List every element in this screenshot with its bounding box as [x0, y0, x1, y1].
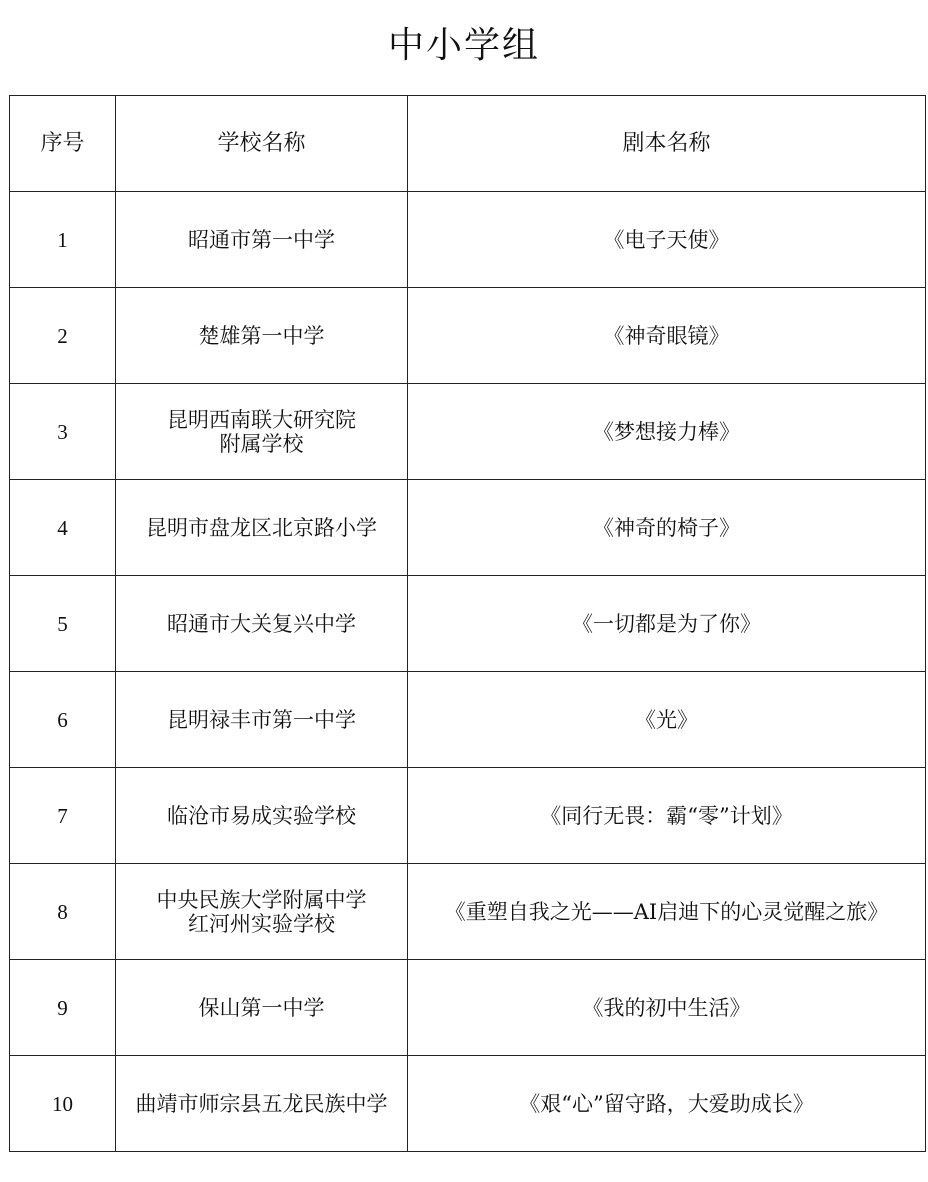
- school-name-line: 昭通市第一中学: [188, 227, 335, 252]
- table-row: [10, 480, 926, 576]
- school-name-line: 昆明市盘龙区北京路小学: [146, 515, 377, 540]
- table-row: [10, 864, 926, 960]
- school-name-line: 昆明禄丰市第一中学: [167, 707, 356, 732]
- row-index: 6: [10, 672, 116, 768]
- school-name-line: 中央民族大学附属中学: [156, 887, 367, 912]
- school-name-cell: [116, 384, 408, 480]
- script-name-cell: 《神奇眼镜》: [408, 288, 926, 384]
- script-name-cell: 《一切都是为了你》: [408, 576, 926, 672]
- table-row: [10, 384, 926, 480]
- script-name-cell: 《神奇的椅子》: [408, 480, 926, 576]
- row-index: 9: [10, 960, 116, 1056]
- script-name-cell: 《重塑自我之光——AI启迪下的心灵觉醒之旅》: [408, 864, 926, 960]
- page-title: 中小学组: [387, 25, 540, 66]
- script-name-cell: 《电子天使》: [408, 192, 926, 288]
- row-index: 5: [10, 576, 116, 672]
- header-index: 序号: [10, 96, 116, 192]
- row-index: 7: [10, 768, 116, 864]
- school-name-line: 曲靖市师宗县五龙民族中学: [135, 1091, 388, 1116]
- script-name-cell: 《同行无畏：霸“零”计划》: [408, 768, 926, 864]
- school-name-line: 红河州实验学校: [188, 911, 335, 936]
- school-name-cell: [116, 672, 408, 768]
- table-row: [10, 1056, 926, 1152]
- row-index: 8: [10, 864, 116, 960]
- school-name-line: 昭通市大关复兴中学: [167, 611, 356, 636]
- schools-table: [9, 95, 926, 1152]
- row-index: 10: [10, 1056, 116, 1152]
- row-index: 1: [10, 192, 116, 288]
- row-index: 2: [10, 288, 116, 384]
- script-name-cell: 《我的初中生活》: [408, 960, 926, 1056]
- table-row: [10, 576, 926, 672]
- header-script-name: 剧本名称: [408, 96, 926, 192]
- school-name-line: 昆明西南联大研究院: [167, 407, 356, 432]
- script-name-cell: 《艰“心”留守路，大爱助成长》: [408, 1056, 926, 1152]
- school-name-cell: [116, 480, 408, 576]
- school-name-cell: [116, 864, 408, 960]
- school-name-line: 附属学校: [219, 431, 304, 456]
- header-school-name: 学校名称: [116, 96, 408, 192]
- school-name-line: 楚雄第一中学: [198, 323, 325, 348]
- school-name-cell: [116, 192, 408, 288]
- table-row: [10, 960, 926, 1056]
- row-index: 4: [10, 480, 116, 576]
- school-name-line: 临沧市易成实验学校: [167, 803, 356, 828]
- table-row: [10, 192, 926, 288]
- school-name-line: 保山第一中学: [198, 995, 325, 1020]
- script-name-cell: 《梦想接力棒》: [408, 384, 926, 480]
- school-name-cell: [116, 960, 408, 1056]
- school-name-cell: [116, 1056, 408, 1152]
- table-row: [10, 672, 926, 768]
- school-name-cell: [116, 288, 408, 384]
- table-header-row: [10, 96, 926, 192]
- school-name-cell: [116, 576, 408, 672]
- table-row: [10, 288, 926, 384]
- row-index: 3: [10, 384, 116, 480]
- script-name-cell: 《光》: [408, 672, 926, 768]
- school-name-cell: [116, 768, 408, 864]
- table-row: [10, 768, 926, 864]
